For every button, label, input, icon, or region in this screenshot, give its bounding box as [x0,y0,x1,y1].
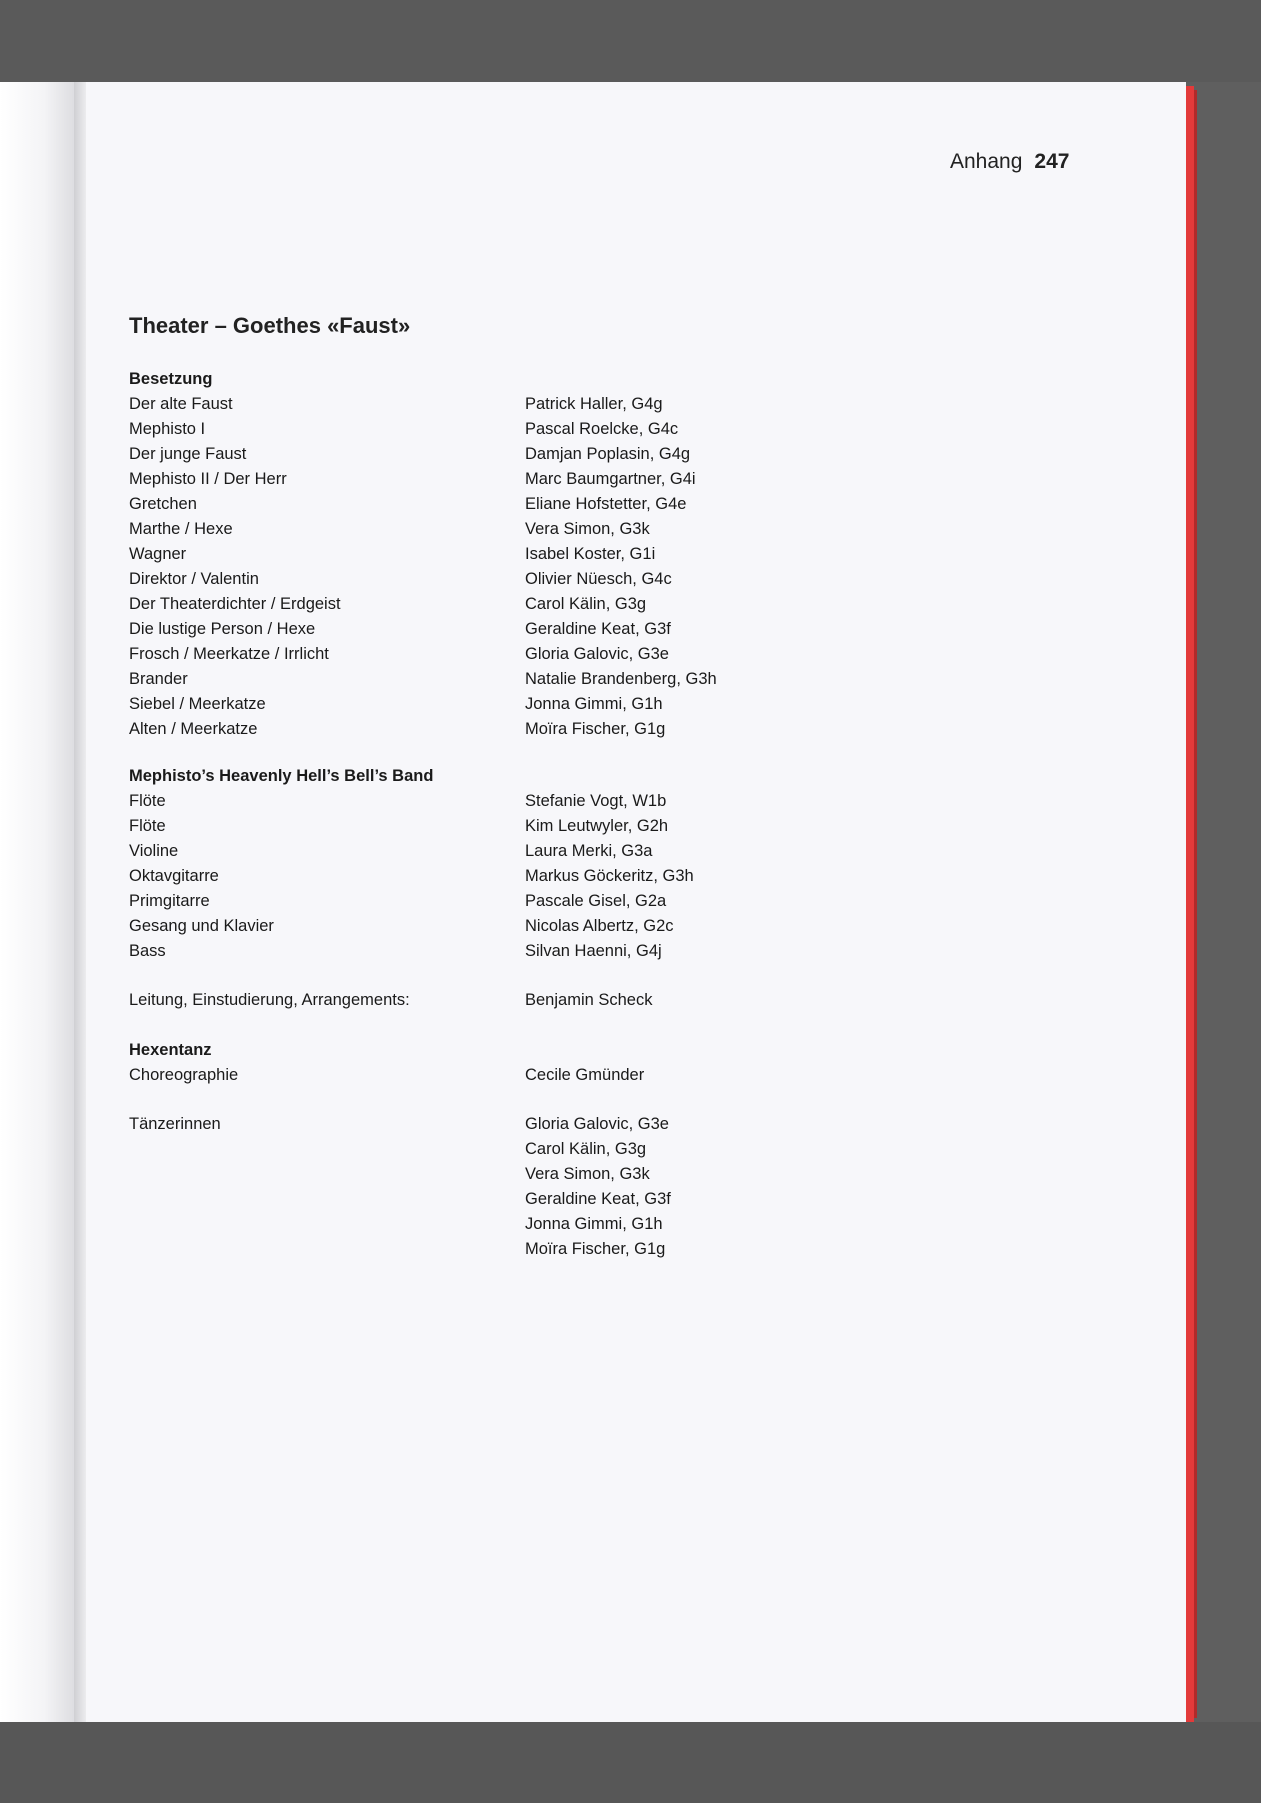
actor-name: Laura Merki, G3a [525,842,653,860]
role-label: Mephisto I [129,420,206,438]
actor-name: Cecile Gmünder [525,1066,645,1084]
role-label: Alten / Meerkatze [129,720,258,738]
role-label: Oktavgitarre [129,867,219,885]
actor-name: Marc Baumgartner, G4i [525,470,696,488]
actor-name: Moïra Fischer, G1g [525,1240,666,1258]
band-row [0,789,1261,814]
role-label: Frosch / Meerkatze / Irrlicht [129,645,329,663]
band-heading: Mephisto’s Heavenly Hell’s Bell’s Band [129,767,434,785]
actor-name: Pascale Gisel, G2a [525,892,667,910]
role-label: Wagner [129,545,187,563]
dancer-row [0,1162,1261,1187]
band-row [0,914,1261,939]
role-label: Flöte [129,817,166,835]
role-label: Leitung, Einstudierung, Arrangements: [129,991,410,1009]
hexentanz-heading: Hexentanz [129,1041,212,1059]
role-label: Choreographie [129,1066,239,1084]
actor-name: Pascal Roelcke, G4c [525,420,679,438]
actor-name: Markus Göckeritz, G3h [525,867,694,885]
role-label: Primgitarre [129,892,210,910]
band-row [0,839,1261,864]
actor-name: Eliane Hofstetter, G4e [525,495,687,513]
role-label: Bass [129,942,166,960]
cast-row [0,517,1261,542]
role-label: Der Theaterdichter / Erdgeist [129,595,341,613]
running-header [950,150,1069,174]
cast-row [0,417,1261,442]
actor-name: Damjan Poplasin, G4g [525,445,691,463]
actor-name: Carol Kälin, G3g [525,1140,647,1158]
dancer-row [0,1212,1261,1237]
role-label: Gretchen [129,495,197,513]
actor-name: Nicolas Albertz, G2c [525,917,674,935]
cast-row [0,617,1261,642]
actor-name: Geraldine Keat, G3f [525,1190,671,1208]
cast-row [0,467,1261,492]
actor-name: Benjamin Scheck [525,991,653,1009]
band-row [0,814,1261,839]
role-label: Marthe / Hexe [129,520,233,538]
role-label: Der junge Faust [129,445,247,463]
band-row [0,889,1261,914]
actor-name: Kim Leutwyler, G2h [525,817,669,835]
cast-row [0,717,1261,742]
cast-row [0,667,1261,692]
choreographie-row [0,1063,1261,1088]
actor-name: Carol Kälin, G3g [525,595,647,613]
dancer-row [0,1237,1261,1262]
page-number: 247 [1034,150,1070,173]
role-label: Violine [129,842,179,860]
actor-name: Natalie Brandenberg, G3h [525,670,717,688]
cast-row [0,392,1261,417]
actor-name: Isabel Koster, G1i [525,545,656,563]
leitung-row [0,988,1261,1013]
taenzerinnen-label: Tänzerinnen [129,1115,221,1133]
actor-name: Stefanie Vogt, W1b [525,792,667,810]
besetzung-heading: Besetzung [129,370,213,388]
actor-name: Vera Simon, G3k [525,1165,650,1183]
dancer-row [0,1137,1261,1162]
actor-name: Silvan Haenni, G4j [525,942,662,960]
actor-name: Gloria Galovic, G3e [525,645,669,663]
actor-name: Gloria Galovic, G3e [525,1115,669,1133]
cast-row [0,642,1261,667]
role-label: Brander [129,670,188,688]
cast-row [0,442,1261,467]
section-name: Anhang [950,150,1023,173]
role-label: Flöte [129,792,166,810]
cast-row [0,692,1261,717]
actor-name: Jonna Gimmi, G1h [525,1215,663,1233]
role-label: Direktor / Valentin [129,570,259,588]
cast-row [0,492,1261,517]
role-label: Der alte Faust [129,395,233,413]
actor-name: Patrick Haller, G4g [525,395,663,413]
role-label: Die lustige Person / Hexe [129,620,316,638]
role-label: Siebel / Meerkatze [129,695,266,713]
dancer-row [0,1112,1261,1137]
role-label: Gesang und Klavier [129,917,274,935]
actor-name: Jonna Gimmi, G1h [525,695,663,713]
cast-row [0,592,1261,617]
scan-background-bottom [0,1722,1261,1803]
actor-name: Geraldine Keat, G3f [525,620,671,638]
role-label: Mephisto II / Der Herr [129,470,287,488]
band-row [0,939,1261,964]
band-row [0,864,1261,889]
dancer-row [0,1187,1261,1212]
actor-name: Olivier Nüesch, G4c [525,570,672,588]
actor-name: Moïra Fischer, G1g [525,720,666,738]
cast-row [0,567,1261,592]
page-title: Theater – Goethes «Faust» [129,313,411,338]
actor-name: Vera Simon, G3k [525,520,650,538]
scan-background-top [0,0,1261,82]
cast-row [0,542,1261,567]
